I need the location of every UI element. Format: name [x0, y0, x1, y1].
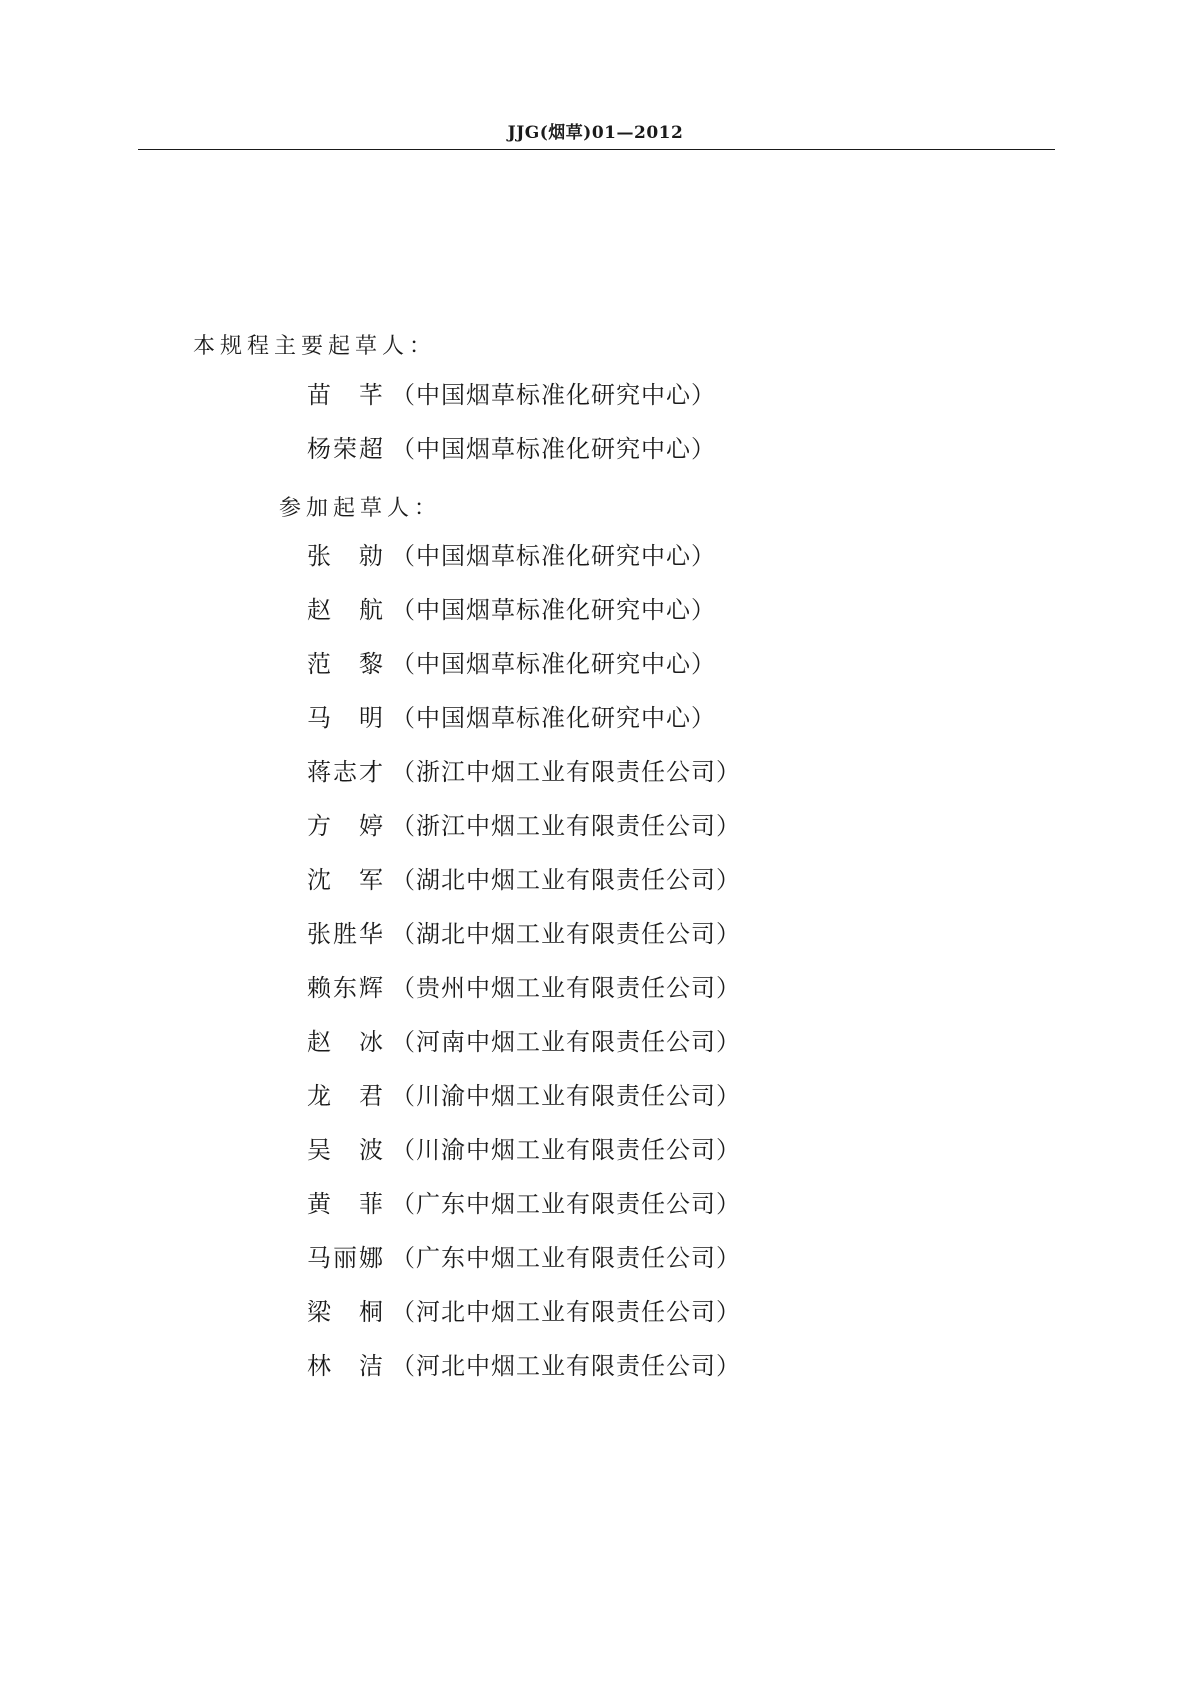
drafter-organization: （中国烟草标准化研究中心） [391, 650, 716, 678]
drafter-name: 方 婷 [307, 812, 385, 840]
drafter-entry [307, 865, 741, 919]
main-drafters-heading: 本规程主要起草人： [193, 334, 437, 359]
drafter-organization: （中国烟草标准化研究中心） [391, 704, 716, 732]
drafter-name: 黄 菲 [307, 1190, 385, 1218]
drafter-organization: （中国烟草标准化研究中心） [391, 381, 716, 409]
drafter-entry [307, 973, 741, 1027]
drafter-organization: （中国烟草标准化研究中心） [391, 596, 716, 624]
drafter-name: 龙 君 [307, 1082, 385, 1110]
drafter-entry [307, 1135, 741, 1189]
drafter-name: 苗 芊 [307, 381, 385, 409]
document-code: JJG(烟草)01—2012 [507, 123, 684, 143]
drafter-name: 马丽娜 [307, 1244, 385, 1272]
drafter-entry [307, 1351, 741, 1405]
drafter-organization: （河北中烟工业有限责任公司） [391, 1352, 741, 1380]
drafter-organization: （贵州中烟工业有限责任公司） [391, 974, 741, 1002]
drafter-entry [307, 595, 741, 649]
drafter-entry [307, 1027, 741, 1081]
drafter-organization: （广东中烟工业有限责任公司） [391, 1190, 741, 1218]
main-drafters-list [307, 380, 716, 488]
drafter-name: 赖东辉 [307, 974, 385, 1002]
drafter-name: 马 明 [307, 704, 385, 732]
drafter-organization: （川渝中烟工业有限责任公司） [391, 1082, 741, 1110]
drafter-name: 张胜华 [307, 920, 385, 948]
drafter-organization: （湖北中烟工业有限责任公司） [391, 866, 741, 894]
drafter-entry [307, 649, 741, 703]
drafter-name: 梁 桐 [307, 1298, 385, 1326]
drafter-entry [307, 1297, 741, 1351]
drafter-name: 赵 冰 [307, 1028, 385, 1056]
drafter-organization: （河南中烟工业有限责任公司） [391, 1028, 741, 1056]
drafter-entry [307, 811, 741, 865]
drafter-entry [307, 1189, 741, 1243]
drafter-name: 杨荣超 [307, 435, 385, 463]
participating-drafters-list [307, 541, 741, 1405]
participating-drafters-heading: 参加起草人： [279, 496, 442, 521]
drafter-organization: （湖北中烟工业有限责任公司） [391, 920, 741, 948]
drafter-name: 赵 航 [307, 596, 385, 624]
drafter-entry [307, 1243, 741, 1297]
drafter-entry [307, 919, 741, 973]
drafter-organization: （河北中烟工业有限责任公司） [391, 1298, 741, 1326]
drafter-name: 林 洁 [307, 1352, 385, 1380]
drafter-name: 范 黎 [307, 650, 385, 678]
drafter-entry [307, 1081, 741, 1135]
drafter-organization: （浙江中烟工业有限责任公司） [391, 812, 741, 840]
drafter-organization: （浙江中烟工业有限责任公司） [391, 758, 741, 786]
drafter-entry [307, 541, 741, 595]
drafter-organization: （川渝中烟工业有限责任公司） [391, 1136, 741, 1164]
header-divider [138, 149, 1055, 150]
drafter-organization: （中国烟草标准化研究中心） [391, 435, 716, 463]
drafter-organization: （中国烟草标准化研究中心） [391, 542, 716, 570]
drafter-entry [307, 757, 741, 811]
drafter-name: 张 勍 [307, 542, 385, 570]
drafter-name: 吴 波 [307, 1136, 385, 1164]
drafter-organization: （广东中烟工业有限责任公司） [391, 1244, 741, 1272]
drafter-entry [307, 434, 716, 488]
drafter-entry [307, 380, 716, 434]
drafter-entry [307, 703, 741, 757]
drafter-name: 沈 军 [307, 866, 385, 894]
drafter-name: 蒋志才 [307, 758, 385, 786]
